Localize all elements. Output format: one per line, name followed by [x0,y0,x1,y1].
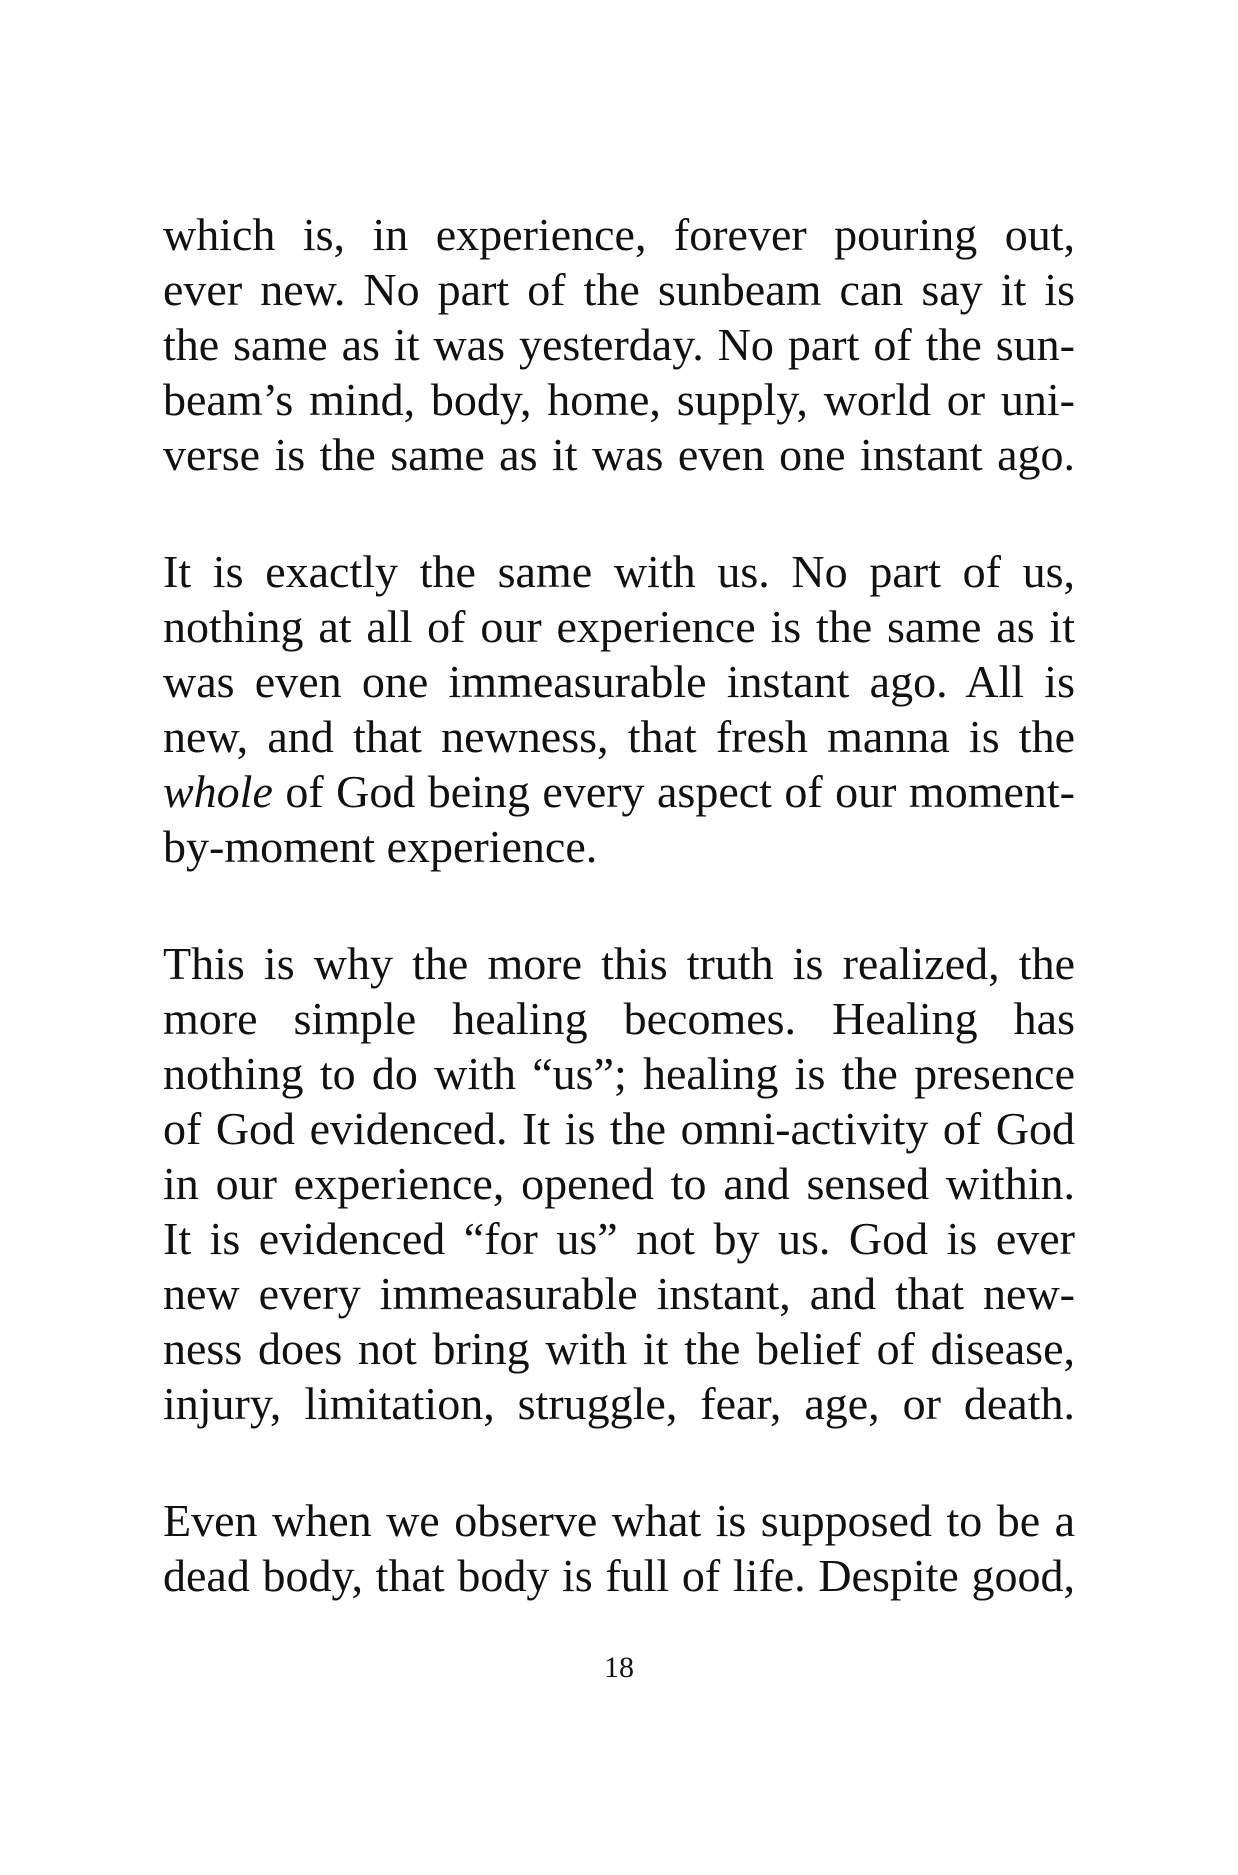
paragraph [163,936,1075,1431]
text-line: injury, limitation, struggle, fear, age, or death. [163,1378,1075,1429]
text-run: of God being every aspect of our moment- [272,766,1075,817]
text-line: This is why the more this truth is realized, the [163,938,1075,989]
page-number: 18 [604,1651,634,1684]
text-line: nothing to do with “us”; healing is the presence [163,1048,1075,1099]
text-line: more simple healing becomes. Healing has [163,993,1075,1044]
italic-word: whole [163,766,273,817]
text-line: was even one immeasurable instant ago. All is [163,656,1075,707]
text-line: It is evidenced “for us” not by us. God is ever [163,1213,1075,1264]
text-line: by-moment experience. [163,821,598,872]
text-line: the same as it was yesterday. No part of the sun- [163,319,1075,370]
text-line: dead body, that body is full of life. Despite good, [163,1550,1075,1601]
text-line: beam’s mind, body, home, supply, world or uni- [163,374,1075,425]
text-line [163,764,1075,819]
text-line: verse is the same as it was even one instant ago. [163,429,1075,480]
body-text [163,207,1075,1665]
text-line: ness does not bring with it the belief of disease, [163,1323,1075,1374]
text-line: which is, in experience, forever pouring out, [163,209,1075,260]
text-line: Even when we observe what is supposed to be a [163,1495,1075,1546]
paragraph [163,1493,1075,1603]
paragraph [163,544,1075,874]
text-line: It is exactly the same with us. No part of us, [163,546,1075,597]
text-line: nothing at all of our experience is the same as it [163,601,1075,652]
text-line: ever new. No part of the sunbeam can say it is [163,264,1075,315]
text-line: in our experience, opened to and sensed within. [163,1158,1075,1209]
paragraph [163,207,1075,482]
text-line: of God evidenced. It is the omni-activity of God [163,1103,1075,1154]
text-line: new, and that newness, that fresh manna is the [163,711,1075,762]
text-line: new every immeasurable instant, and that new- [163,1268,1075,1319]
